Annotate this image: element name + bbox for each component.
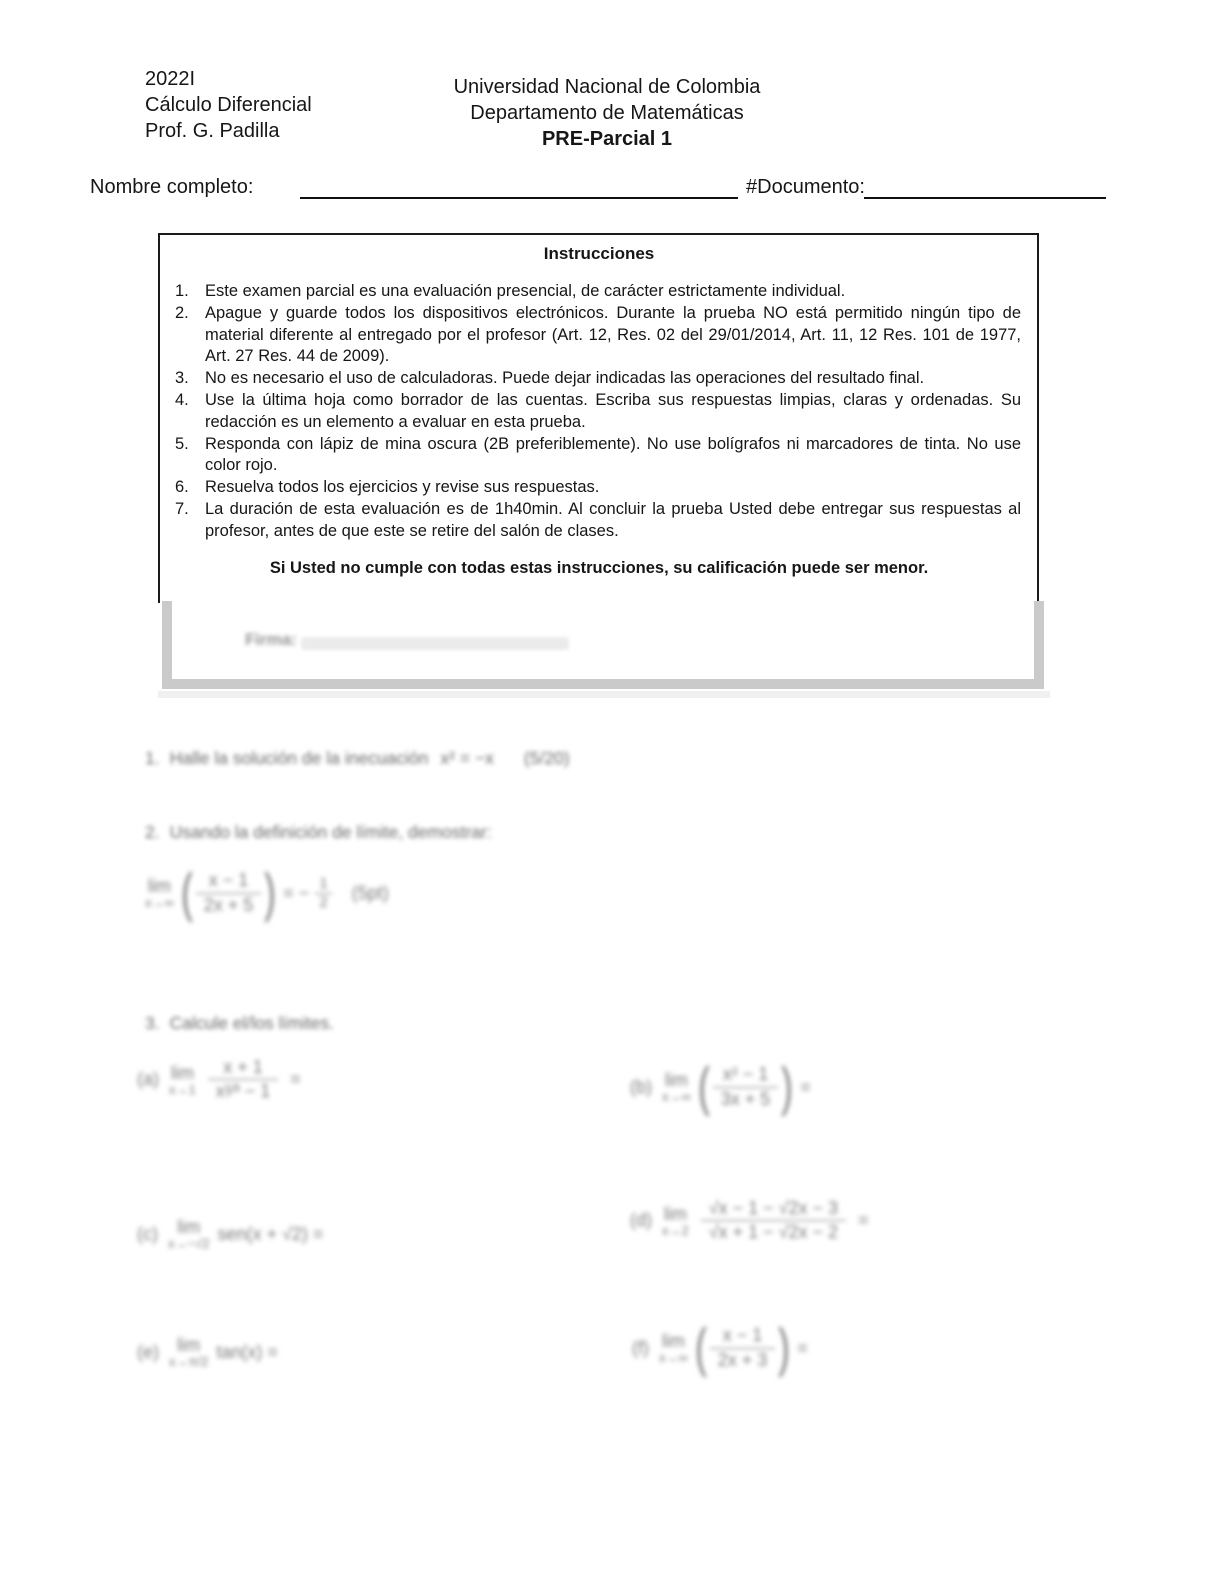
exam-title: PRE-Parcial 1 [541,128,673,150]
problem-3 [145,1013,334,1034]
item-text: La duración de esta evaluación es de 1h40min. Al concluir la prueba Usted debe entregar sus respuestas al profesor, antes de que este se retire del salón de clases. [205,499,1021,540]
lim-subscript: x→∞ [659,1349,688,1365]
instruction-item [175,499,1021,543]
limit-item-b [630,1057,811,1117]
fraction-numerator: x − 1 [208,870,249,891]
problem-2 [145,822,492,843]
item-label: (b) [630,1076,652,1097]
item-text: Responda con lápiz de mina oscura (2B preferiblemente). No use bolígrafos ni marcadores de tinta. No use color rojo. [205,434,1021,475]
lim-subscript: x→1 [169,1081,196,1097]
fraction-numerator: √x − 1 − √2x − 3 [708,1198,839,1218]
item-label: (f) [632,1337,649,1358]
problem-1 [145,748,570,769]
problem-number: 2. [145,822,160,842]
item-number: 2. [175,303,189,322]
limit-item-c [137,1218,323,1251]
fraction [315,875,331,912]
left-paren: ( [694,1318,707,1378]
course-info-block [145,66,312,144]
item-label: (a) [137,1069,159,1090]
problem-points: (5pt) [351,882,389,903]
limit-expression: sen(x + √2) = [217,1223,324,1244]
course-name: Cálculo Diferencial [145,94,312,116]
limit-expression: tan(x) = [216,1341,278,1362]
lim-word: lim [664,1070,688,1091]
instructions-box-scan-shadow-edge [158,691,1050,698]
lim-subscript: x→−√2 [168,1235,210,1251]
fraction [701,1197,846,1245]
right-paren: ) [778,1318,791,1378]
limit-operator [662,1205,689,1238]
document-field-label: #Documento: [746,176,865,198]
university-block [362,74,852,152]
item-number: 1. [175,282,189,300]
problem-points: (5/20) [523,748,570,768]
item-number: 5. [175,434,189,453]
limit-item-a [137,1056,301,1104]
instructions-title: Instrucciones [543,244,655,263]
item-label: (c) [137,1223,158,1244]
lim-subscript: x→2 [662,1222,689,1238]
document-blank-line [864,197,1106,199]
limit-item-e [137,1336,278,1369]
problem-text: Usando la definición de límite, demostrar: [169,822,492,842]
fraction [196,869,262,917]
item-text: Apague y guarde todos los dispositivos electrónicos. Durante la prueba NO está permitido ningún tipo de material diferente al entregado por el profesor (Art. 12, Res. 02 del 29/01/2014, Art. 11, 12 Res. 101 de 1977, Art. 27 Res. 44 de 2009). [205,303,1021,366]
equals-sign: = [290,1069,301,1090]
fraction-denominator: 2x + 3 [710,1348,776,1372]
fraction-numerator: x − 1 [722,1325,763,1346]
warning-text: Si Usted no cumple con todas estas instrucciones, su calificación puede ser menor. [269,559,929,577]
lim-word: lim [661,1331,685,1352]
limit-operator [169,1064,196,1097]
limit-item-f [632,1318,808,1378]
item-label: (d) [630,1210,652,1231]
lim-word: lim [170,1062,194,1083]
department-name: Departamento de Matemáticas [470,102,744,124]
item-text: Este examen parcial es una evaluación presencial, de carácter estrictamente individual. [205,282,846,300]
lim-word: lim [177,1335,201,1355]
instruction-item [175,281,1021,303]
name-field-label: Nombre completo: [90,176,254,198]
fraction [208,1056,279,1104]
problem-text: Halle la solución de la inecuación [169,748,429,768]
fraction-denominator: 2x + 5 [196,893,262,917]
left-paren: ( [180,863,193,923]
instruction-item [175,368,1021,390]
item-text: Use la última hoja como borrador de las cuentas. Escriba sus respuestas limpias, claras y ordenadas. Su redacción es un elemento a evaluar en esta prueba. [205,390,1021,431]
problem-number: 3. [145,1013,160,1033]
fraction-denominator: x²⁄³ − 1 [208,1079,279,1103]
fraction-denominator: 3x + 5 [713,1087,779,1111]
fraction-numerator: 1 [319,874,328,892]
fraction-denominator: 2 [315,893,331,912]
term-label: 2022I [145,68,196,90]
problem-2-formula [145,863,389,923]
equals-sign: = [858,1210,869,1231]
instruction-item [175,477,1021,499]
instruction-item [175,303,1021,368]
lim-word: lim [147,876,171,897]
name-blank-line [300,197,738,199]
signature-label: Firma: [245,630,297,649]
right-paren: ) [781,1057,794,1117]
problem-text: Calcule el/los límites. [169,1013,334,1033]
lim-word: lim [663,1203,687,1224]
instructions-list [175,281,1021,543]
problem-math: x² = −x [440,748,494,768]
left-paren: ( [697,1057,710,1117]
equals-sign: = [800,1076,811,1097]
fraction [710,1324,776,1372]
lim-word: lim [177,1217,201,1237]
item-text: No es necesario el uso de calculadoras. Puede dejar indicadas las operaciones del resultado final. [205,369,925,388]
equals-sign: = − [283,882,310,903]
limit-operator [169,1336,208,1369]
item-number: 3. [175,369,189,388]
fraction [713,1063,779,1111]
lim-subscript: x→∞ [662,1088,691,1104]
signature-blank-line [301,637,569,650]
limit-operator [662,1071,691,1104]
university-name: Universidad Nacional de Colombia [453,76,761,98]
instruction-item [175,390,1021,434]
limit-operator [659,1332,688,1365]
limit-operator [168,1218,209,1251]
limit-item-d [630,1197,869,1245]
lim-subscript: x→π/2 [169,1353,209,1369]
signature-row [245,630,569,650]
item-number: 4. [175,390,189,409]
item-number: 6. [175,478,189,497]
right-paren: ) [264,863,277,923]
professor-name: Prof. G. Padilla [145,120,280,142]
fraction-numerator: x + 1 [223,1057,263,1077]
item-number: 7. [175,499,189,518]
lim-subscript: x→∞ [145,894,174,910]
fraction-denominator: √x + 1 − √2x − 2 [701,1220,846,1244]
item-label: (e) [137,1341,159,1362]
instruction-item [175,434,1021,478]
problem-number: 1. [145,748,160,768]
item-text: Resuelva todos los ejercicios y revise sus respuestas. [205,478,600,497]
equals-sign: = [797,1337,808,1358]
fraction-numerator: x² − 1 [722,1064,769,1085]
limit-operator [145,877,174,910]
